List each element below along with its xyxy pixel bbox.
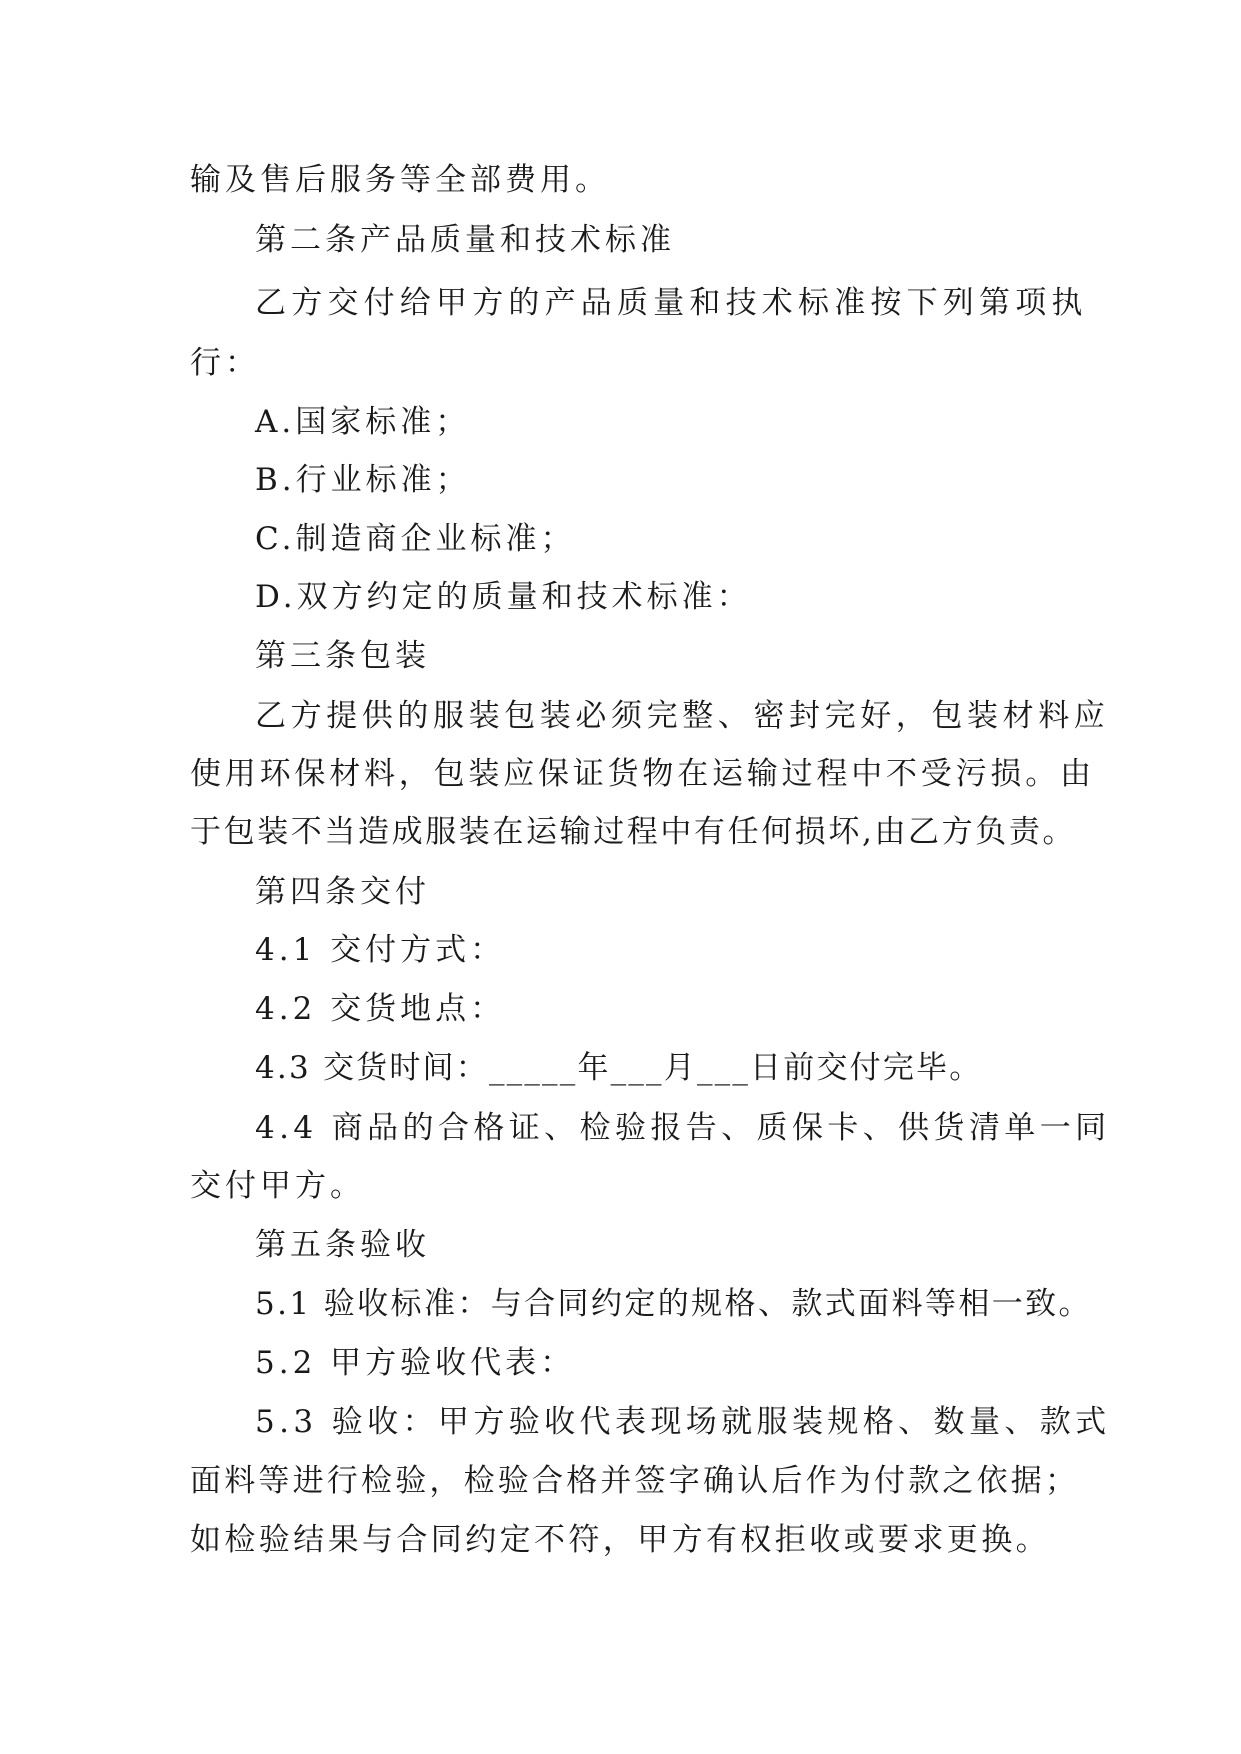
list-item: 5.3 验收：甲方验收代表现场就服装规格、数量、款式 xyxy=(255,1404,1111,1440)
list-item: 4.2 交货地点： xyxy=(255,991,506,1027)
paragraph-line: 乙方交付给甲方的产品质量和技术标准按下列第项执 xyxy=(255,285,1088,321)
paragraph-line: 乙方提供的服装包装必须完整、密封完好，包装材料应 xyxy=(255,698,1110,734)
paragraph-line: 交付甲方。 xyxy=(190,1168,365,1204)
paragraph-line: 如检验结果与合同约定不符，甲方有权拒收或要求更换。 xyxy=(190,1522,1050,1558)
paragraph-line: 行： xyxy=(190,345,260,381)
paragraph-line: 使用环保材料，包装应保证货物在运输过程中不受污损。由 xyxy=(190,756,1095,792)
list-item: 5.2 甲方验收代表： xyxy=(255,1345,576,1381)
list-item: D.双方约定的质量和技术标准： xyxy=(255,579,752,615)
paragraph-line: 输及售后服务等全部费用。 xyxy=(190,162,610,198)
list-item: B.行业标准； xyxy=(255,462,471,498)
paragraph-line: 于包装不当造成服装在运输过程中有任何损坏,由乙方负责。 xyxy=(190,814,1077,850)
list-item: A.国家标准； xyxy=(255,404,471,440)
paragraph-line: 面料等进行检验，检验合格并签字确认后作为付款之依据； xyxy=(190,1463,1080,1499)
list-item: 5.1 验收标准：与合同约定的规格、款式面料等相一致。 xyxy=(255,1286,1092,1322)
section-heading: 第五条验收 xyxy=(255,1227,430,1263)
list-item: C.制造商企业标准； xyxy=(255,521,576,557)
list-item: 4.4 商品的合格证、检验报告、质保卡、供货清单一同 xyxy=(255,1110,1111,1146)
section-heading: 第二条产品质量和技术标准 xyxy=(255,222,675,258)
section-heading: 第三条包装 xyxy=(255,638,430,674)
list-item: 4.3 交货时间：_____年___月___日前交付完毕。 xyxy=(255,1050,983,1086)
list-item: 4.1 交付方式： xyxy=(255,932,506,968)
section-heading: 第四条交付 xyxy=(255,874,430,910)
